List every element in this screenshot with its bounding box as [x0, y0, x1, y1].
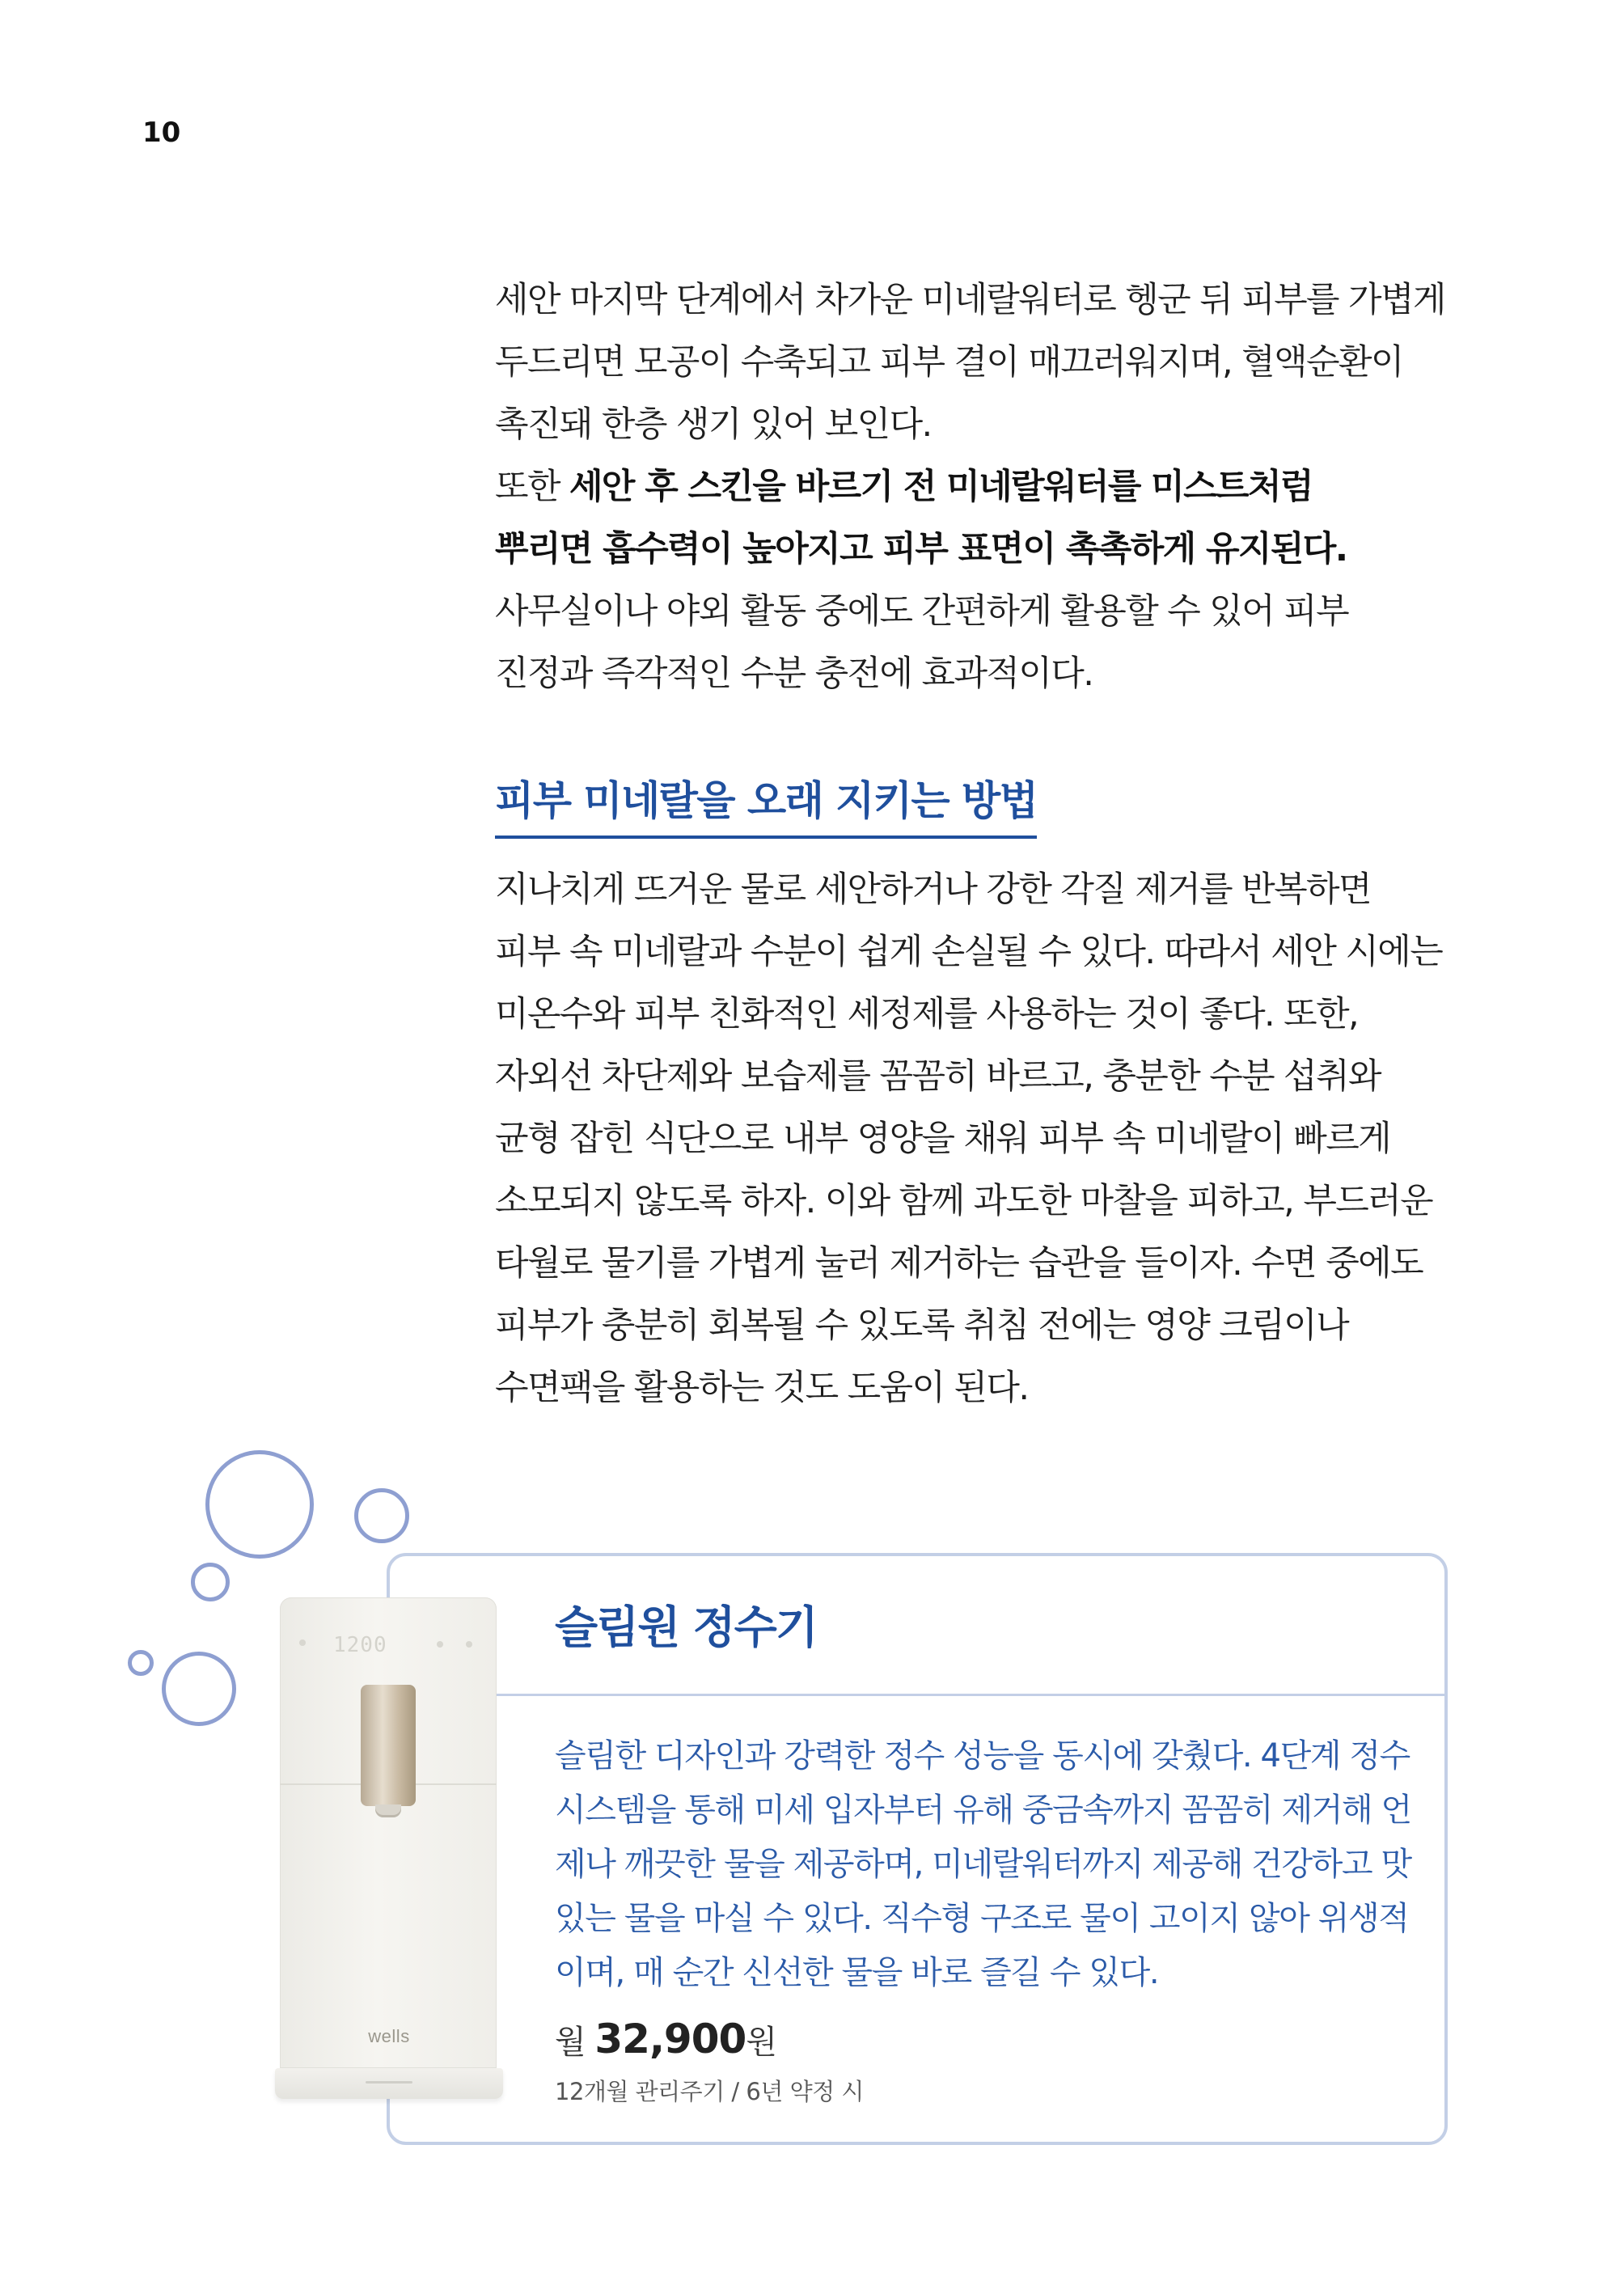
product-description-line: 슬림한 디자인과 강력한 정수 성능을 동시에 갖췄다. 4단계 정수 [555, 1737, 1410, 1775]
purifier-faucet [361, 1685, 416, 1806]
bubble-decoration [205, 1450, 314, 1559]
intro-emphasis: 뿌리면 흡수력이 높아지고 피부 표면이 촉촉하게 유지된다. [495, 529, 1347, 569]
bubble-decoration [354, 1488, 409, 1543]
body-line: 수면팩을 활용하는 것도 도움이 된다. [495, 1368, 1029, 1408]
product-price [555, 2016, 776, 2062]
body-line: 피부가 충분히 회복될 수 있도록 취침 전에는 영양 크림이나 [495, 1305, 1349, 1346]
product-card [387, 1553, 1448, 2145]
body-line: 소모되지 않도록 하자. 이와 함께 과도한 마찰을 피하고, 부드러운 [495, 1181, 1433, 1221]
price-prefix: 월 [555, 2024, 595, 2061]
purifier-nozzle [375, 1804, 401, 1817]
intro-emphasis: 세안 후 스킨을 바르기 전 미네랄워터를 미스트처럼 [569, 467, 1313, 507]
body-line: 피부 속 미네랄과 수분이 쉽게 손실될 수 있다. 따라서 세안 시에는 [495, 932, 1443, 972]
bubble-decoration [128, 1650, 154, 1676]
section-heading: 피부 미네랄을 오래 지키는 방법 [495, 772, 1037, 839]
product-description [555, 1729, 1412, 2000]
body-line: 자외선 차단제와 보습제를 꼼꼼히 바르고, 충분한 수분 섭취와 [495, 1056, 1381, 1097]
product-description-line: 이며, 매 순간 신선한 물을 바로 즐길 수 있다. [555, 1954, 1159, 1991]
intro-line: 두드리면 모공이 수축되고 피부 결이 매끄러워지며, 혈액순환이 [495, 342, 1403, 383]
intro-line: 촉진돼 한층 생기 있어 보인다. [495, 404, 932, 445]
section-body [495, 859, 1457, 1419]
intro-line [495, 456, 1457, 518]
product-description-line: 시스템을 통해 미세 입자부터 유해 중금속까지 꼼꼼히 제거해 언 [555, 1792, 1411, 1829]
intro-line: 진정과 즉각적인 수분 충전에 효과적이다. [495, 654, 1093, 694]
body-line: 지나치게 뜨거운 물로 세안하거나 강한 각질 제거를 반복하면 [495, 869, 1371, 910]
purifier-indicator-dot [299, 1639, 306, 1646]
intro-paragraph [495, 269, 1457, 705]
body-line: 타월로 물기를 가볍게 눌러 제거하는 습관을 들이자. 수면 중에도 [495, 1243, 1423, 1284]
purifier-display: 1200 [333, 1633, 387, 1657]
product-card-header [390, 1556, 1444, 1696]
bubble-decoration [191, 1563, 230, 1601]
purifier-button-dot [466, 1641, 472, 1648]
price-note: 12개월 관리주기 / 6년 약정 시 [555, 2078, 864, 2105]
body-line: 균형 잡힌 식단으로 내부 영양을 채워 피부 속 미네랄이 빠르게 [495, 1119, 1391, 1159]
purifier-body [280, 1597, 497, 2068]
purifier-brand-logo: wells [368, 2026, 410, 2046]
product-title: 슬림원 정수기 [555, 1601, 817, 1653]
product-description-line: 제나 깨끗한 물을 제공하며, 미네랄워터까지 제공해 건강하고 맛 [555, 1846, 1411, 1883]
price-amount: 32,900 [594, 2016, 746, 2062]
page-number: 10 [142, 116, 181, 149]
intro-line: 세안 마지막 단계에서 차가운 미네랄워터로 헹군 뒤 피부를 가볍게 [495, 280, 1445, 320]
intro-line-prefix: 또한 [495, 467, 569, 507]
product-description-line: 있는 물을 마실 수 있다. 직수형 구조로 물이 고이지 않아 위생적 [555, 1900, 1409, 1937]
purifier-button-dot [437, 1641, 443, 1648]
water-purifier-image [275, 1597, 503, 2107]
purifier-drip-tray [275, 2068, 503, 2099]
purifier-tray-slot [366, 2081, 412, 2084]
bubble-decoration [162, 1652, 236, 1726]
intro-line: 사무실이나 야외 활동 중에도 간편하게 활용할 수 있어 피부 [495, 591, 1349, 632]
body-line: 미온수와 피부 친화적인 세정제를 사용하는 것이 좋다. 또한, [495, 994, 1359, 1034]
price-suffix: 원 [746, 2024, 776, 2061]
